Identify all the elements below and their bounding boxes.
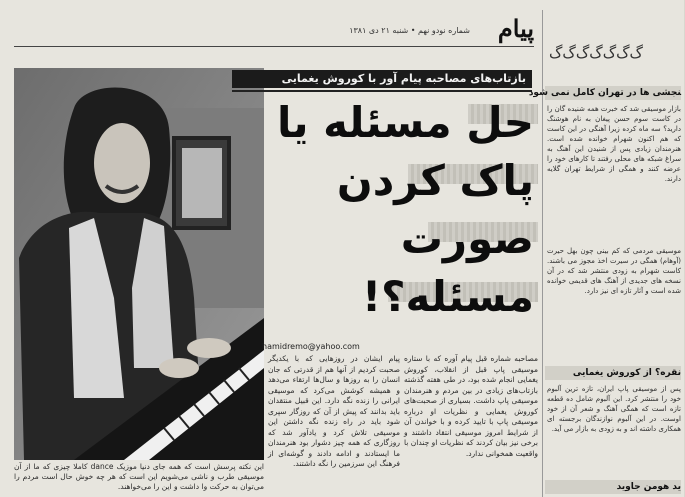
section-footer-byline: ﯾﺪ ﻫﻮﻣﻦ ﺟﺎوﯾﺪ [545,480,681,494]
ornament-banner: ﮒﮒﮒﮒﮒﮒﮒ [549,44,643,62]
body-text-left: پیام ایشان در روزهایی که با یکدیگر صحبت کردیم از آنها هم از قدرتی که جان انسان را به روزها و سال‌ها ارتقاء می‌دهد و همیشه کوشش می‌کرد که موسیقی ایرانی را زنده نگه دارد. این قبیل منتقدان باید بدانند که پیش از آن که روزگار سپری شود باید در راه زنده نگه داشتن این موسیقی تلاش کرد و یادآور شد که روزگاری که همه چیز دشوار بود هنرمندان ما ایستادند و ادامه دادند و گوشه‌ای از فرهنگ این سرزمین را نگه داشتند. [268,354,400,468]
section-text-1b-body: ﻣﻮﺳﯿﻘﯽ ﻣﺮدﻣﯽ ﮐﻪ ﮐﻢ ﺑﯿﻨﯽ ﭼﻮن ﺑﻬﻞ ﺣﯿﺮت (آوﻫﺎم) ﻫﻤﮕﯽ در ﺳﯿﺮت اﺧﺬ ﻣﺠﻮز ﻣﯽ ﺑﺎﺷﻨﺪ. ﮐﺎﺳﺖ ﺷﻬﺮام ﺑﻪ زودی ﻣﻨﺘﺸﺮ ﺷﺪ ﮐﻪ در آن ﻧﺴﺨﻪ ﻫﺎی ﺟﺪﯾﺪی از آﻫﻨﮓ ﻫﺎی ﻗﺪﯾﻤﯽ ﺧﻮاﻧﺪه ﺷﺪه اﺳﺖ و آﺛﺎر ﺗﺎزه ای ﻧﯿﺰ دارد. [547,247,681,295]
body-column-left [268,354,400,494]
article-kicker: بازتاب‌های مصاحبه پیام آور با کوروش یغمایی [232,70,532,88]
newspaper-logo: پیام [497,14,534,43]
headline-line-2: پاک کردن [336,156,534,205]
photo-caption-text: این نکته پرسش است که همه جای دنیا موزیک dance کاملا چیزی که ما از آن موسیقی طرب و ناشی می‌شویم این است که هر چه خوش حال است مردم را می‌توان به حرکت وا داشت و این را می‌خواهند. [14,462,264,491]
headline-line-4: مسئله؟! [361,272,534,321]
issue-line: شماره نودو نهم • شنبه ۲۱ دی ۱۳۸۱ [349,26,470,35]
section-text-1 [547,104,681,244]
section-text-1b [547,246,681,364]
section-title-2: ﻧﻘﺮه؟ از ﮐﻮروش ﯾﻐﻤﺎﯾﯽ [545,366,681,380]
section-text-2 [547,384,681,476]
masthead [14,14,534,47]
section-text-2-body: ﭘﺲ از ﻣﻮﺳﯿﻘﯽ ﭘﺎپ اﯾﺮان، ﺗﺎزه ﺗﺮﯾﻦ آﻟﺒﻮم ﺧﻮد را ﻣﻨﺘﺸﺮ ﮐﺮد. اﯾﻦ آﻟﺒﻮم ﺷﺎﻣﻞ ده ﻗﻄﻌﻪ ﺗﺎزه اﺳﺖ ﮐﻪ ﻫﻤﮕﯽ آﻫﻨﮓ و ﺷﻌﺮ آن از ﺧﻮد اوﺳﺖ. در اﯾﻦ آﻟﺒﻮم ﻧﻮازﻧﺪﮔﺎن ﺑﺮﺟﺴﺘﻪ ای ﻫﻤﮑﺎری داﺷﺘﻪ اﻧﺪ و ﺑﻪ زودی ﺑﻪ ﺑﺎزار ﻣﯽ آﯾﺪ. [547,385,681,433]
headline-line-3: صورت [400,214,534,263]
section-text-1-body: ﺑﺎزار ﻣﻮﺳﯿﻘﯽ ﺷﺪ ﮐﻪ ﺧﺒﺮت ﻫﻤﻪ ﺷﻨﯿﺪه ﮔﺎن را در ﮐﺎﺳﺖ ﺳﻮم ﺣﺴﻦ ﭘﯿﻐﺎن ﺑﻪ ﻧﺎم ﻫﻮﺷﻨﮓ دارﯾﺪ؟ ﺳﻪ ﻣﺎه ﮐﺮده زﯾﺮا آﻫﻨﮕﯽ در اﯾﻦ ﮐﺎﺳﺖ ﮐﻪ ﻫﻢ اﮐﻨﻮن ﺷﻬﺮام ﺧﻮاﻧﺪه ﺷﺪه اﺳﺖ. ﻫﻨﺮﻣﻨﺪان زﯾﺎدی ﭘﺲ از ﺷﻨﯿﺪن اﯾﻦ آﻫﻨﮓ ﺑﻪ ﺳﺮاغ ﺷﺒﮑﻪ ﻫﺎی ﻣﺤﻠﯽ رﻓﺘﻨﺪ ﺗﺎ ﮐﺎرﻫﺎی ﺧﻮد را ﻋﺮﺿﻪ ﮐﻨﻨﺪ و ﻫﻤﮕﯽ از ﺷﺮاﯾﻂ ﺗﻬﺮان ﮔﻼﯾﻪ دارﻧﺪ. [547,105,681,183]
body-text-right: مصاحبه شماره قبل پیام آوره که با ستاره موسیقی پاپ قبل از انقلاب، کوروش یغمایی انجام شده بود، در طی هفته گذشته بازتاب‌های زیادی در بین مردم و هنرمندان موسیقی پاپ داشت. بسیاری از صحبت‌های کوروش یغمایی و نظریات او درباره موسیقی پاپ با تایید کرده و با خواندن آن از شرایط امروز موسیقی انتقاد داشتند و برخی نیز بیان کردند که نظریات او چندان با واقعیت همخوانی ندارد. [404,354,538,458]
article-headline [262,94,534,326]
section-title-1: ﻨﺠﺸﯽ ﻫﺎ در ﺗﻬﺮان ﮐﺎﻣﻞ ﻧﻤﯽ ﺷﻮد [528,88,681,98]
right-column [528,10,685,497]
headline-line-1: حل مسئله یا [276,98,534,147]
kicker-rule [232,90,532,92]
author-email: hamidremo@yahoo.com [262,342,360,351]
musician-photo [14,68,264,460]
body-column-right [404,354,538,494]
